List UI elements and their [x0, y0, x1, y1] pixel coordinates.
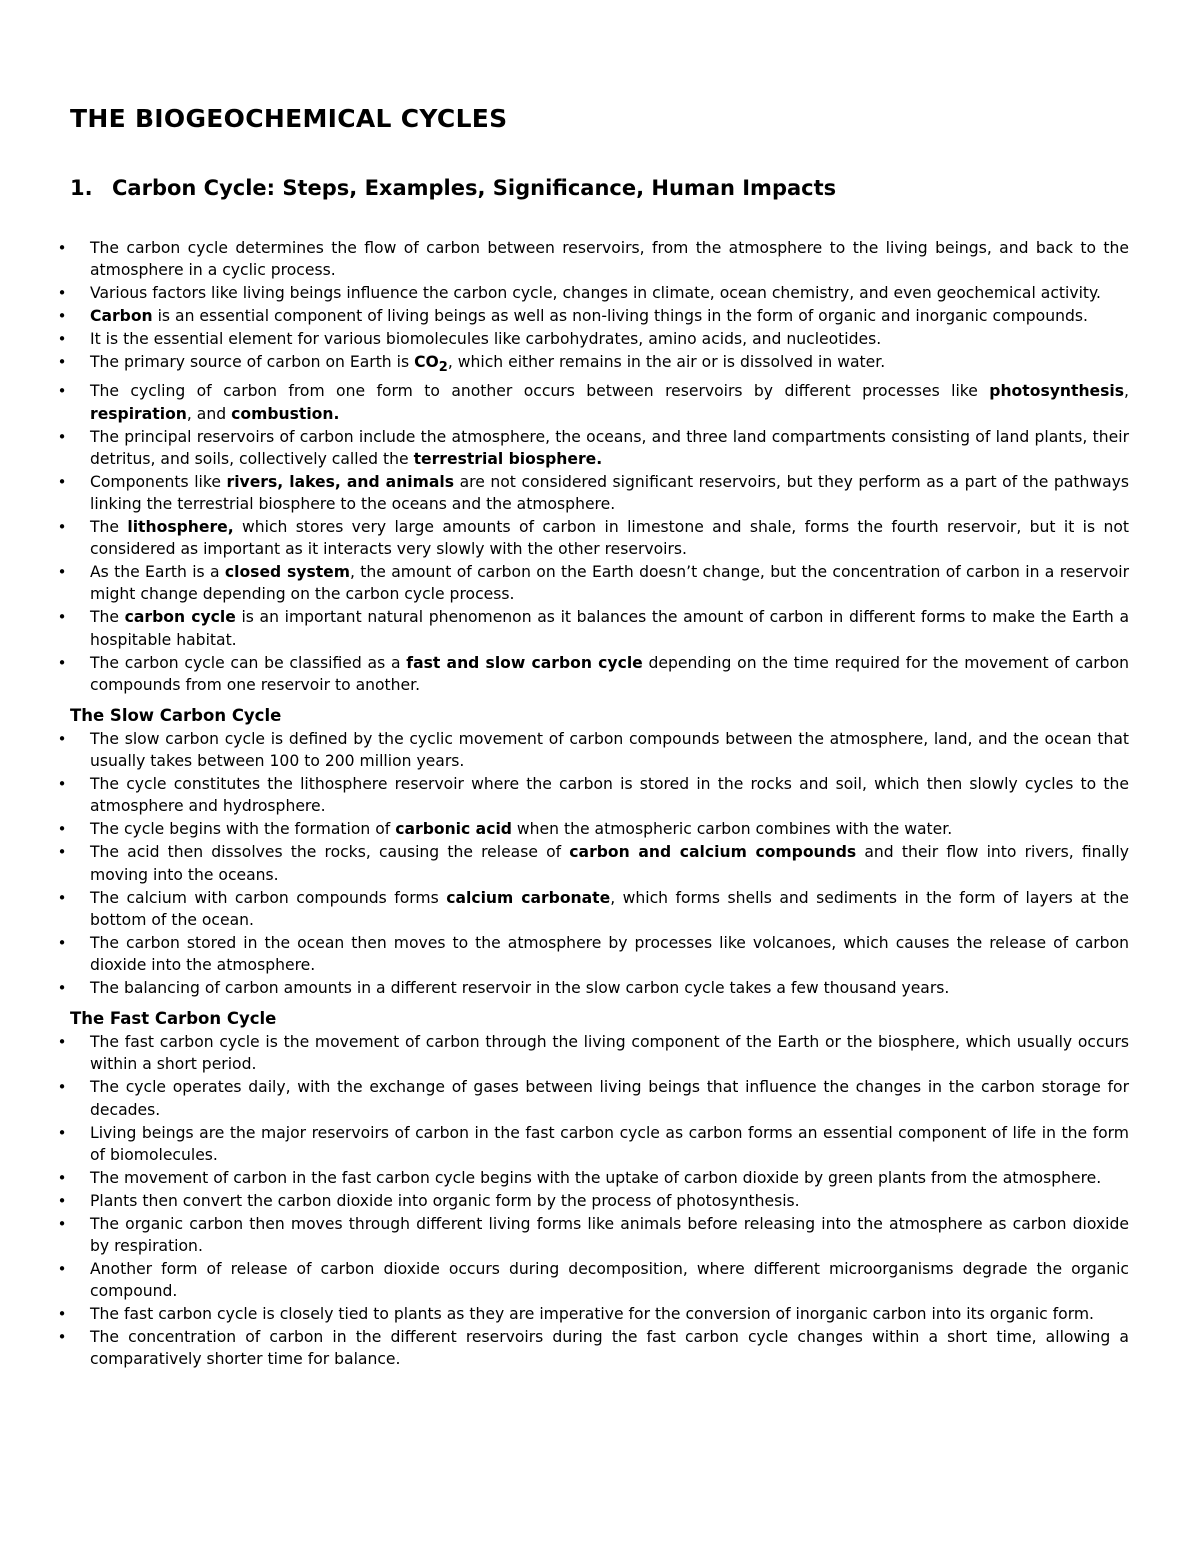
bullet-icon: •	[57, 239, 67, 257]
list-item: • Components like rivers, lakes, and animals are not considered significant reservoirs, but they perform as a part of the pathways linking the terrestrial biosphere to the oceans and the atmosphere.	[55, 471, 1129, 515]
fast-cycle-heading: The Fast Carbon Cycle	[70, 1009, 277, 1029]
bullet-icon: •	[57, 843, 67, 862]
list-item: • The primary source of carbon on Earth is $CO_2$, which either remains in the air or is dissolved in water.	[55, 351, 1129, 379]
bullet-icon: •	[57, 1168, 67, 1187]
list-item: • The carbon stored in the ocean then moves to the atmosphere by processes like volcanoes, which causes the release of carbon dioxide into the atmosphere.	[55, 932, 1129, 976]
section-title: Carbon Cycle: Steps, Examples, Significance, Human Impacts	[112, 176, 837, 200]
list-item: • Plants then convert the carbon dioxide into organic form by the process of photosynthesis.	[55, 1190, 1129, 1212]
list-item: • The cycle begins with the formation of carbonic acid when the atmospheric carbon combines with the water.	[55, 818, 1129, 840]
slow-cycle-list	[55, 728, 1129, 999]
list-item: • The cycling of carbon from one form to another occurs between reservoirs by different processes like photosynthesis, respiration, and combustion.	[55, 380, 1129, 424]
bullet-icon: •	[57, 1305, 67, 1324]
intro-list	[55, 237, 1129, 696]
bullet-icon: •	[57, 888, 67, 907]
list-item: • The carbon cycle can be classified as a fast and slow carbon cycle depending on the time required for the movement of carbon compounds from one reservoir to another.	[55, 652, 1129, 696]
list-item: • It is the essential element for various biomolecules like carbohydrates, amino acids, and nucleotides.	[55, 328, 1129, 350]
list-item: • Living beings are the major reservoirs of carbon in the fast carbon cycle as carbon forms an essential component of life in the form of biomolecules.	[55, 1122, 1129, 1166]
list-item: • The concentration of carbon in the different reservoirs during the fast carbon cycle changes within a short time, allowing a comparatively shorter time for balance.	[55, 1326, 1129, 1370]
bullet-icon: •	[57, 517, 67, 536]
list-item: • The organic carbon then moves through different living forms like animals before releasing into the atmosphere as carbon dioxide by respiration.	[55, 1213, 1129, 1257]
bullet-icon: •	[57, 653, 67, 672]
list-item: • The cycle constitutes the lithosphere reservoir where the carbon is stored in the rocks and soil, which then slowly cycles to the atmosphere and hydrosphere.	[55, 773, 1129, 817]
bullet-icon: •	[57, 1191, 67, 1210]
bullet-icon: •	[57, 729, 67, 748]
bullet-icon: •	[57, 284, 67, 303]
list-item: • As the Earth is a closed system, the amount of carbon on the Earth doesn’t change, but the concentration of carbon in a reservoir might change depending on the carbon cycle process.	[55, 561, 1129, 605]
section-number: 1.	[70, 176, 93, 200]
list-item: • The cycle operates daily, with the exchange of gases between living beings that influence the changes in the carbon storage for decades.	[55, 1076, 1129, 1120]
bullet-icon: •	[57, 1033, 67, 1052]
list-item: • The slow carbon cycle is defined by the cyclic movement of carbon compounds between the atmosphere, land, and the ocean that usually takes between 100 to 200 million years.	[55, 728, 1129, 772]
bullet-icon: •	[57, 330, 67, 349]
list-item: • The movement of carbon in the fast carbon cycle begins with the uptake of carbon dioxide by green plants from the atmosphere.	[55, 1167, 1129, 1189]
list-item: • The balancing of carbon amounts in a different reservoir in the slow carbon cycle takes a few thousand years.	[55, 977, 1129, 999]
slow-cycle-heading: The Slow Carbon Cycle	[70, 705, 282, 725]
bullet-icon: •	[57, 608, 67, 627]
list-item: • The carbon cycle determines the flow of carbon between reservoirs, from the atmosphere to the living beings, and back to the atmosphere in a cyclic process.	[55, 237, 1129, 281]
bullet-icon: •	[57, 353, 67, 372]
bullet-icon: •	[57, 427, 67, 446]
list-item: • The lithosphere, which stores very large amounts of carbon in limestone and shale, forms the fourth reservoir, but it is not considered as important as it interacts very slowly with the other reservoirs.	[55, 516, 1129, 560]
list-item: • Various factors like living beings influence the carbon cycle, changes in climate, ocean chemistry, and even geochemical activity.	[55, 282, 1129, 304]
list-item: • The carbon cycle is an important natural phenomenon as it balances the amount of carbon in different forms to make the Earth a hospitable habitat.	[55, 606, 1129, 650]
bullet-icon: •	[57, 1214, 67, 1233]
section-heading	[70, 176, 836, 200]
list-item: • Another form of release of carbon dioxide occurs during decomposition, where different microorganisms degrade the organic compound.	[55, 1258, 1129, 1302]
bullet-icon: •	[57, 978, 67, 997]
fast-cycle-list	[55, 1031, 1129, 1370]
bullet-icon: •	[57, 1123, 67, 1142]
bullet-icon: •	[57, 933, 67, 952]
bullet-icon: •	[57, 1259, 67, 1278]
bullet-icon: •	[57, 307, 67, 326]
list-item: • The fast carbon cycle is the movement of carbon through the living component of the Earth or the biosphere, which usually occurs within a short period.	[55, 1031, 1129, 1075]
list-item: • Carbon is an essential component of living beings as well as non-living things in the form of organic and inorganic compounds.	[55, 305, 1129, 327]
document-title: THE BIOGEOCHEMICAL CYCLES	[70, 104, 508, 133]
list-item: • The acid then dissolves the rocks, causing the release of carbon and calcium compounds and their flow into rivers, finally moving into the oceans.	[55, 841, 1129, 885]
bullet-icon: •	[57, 472, 67, 491]
list-item: • The fast carbon cycle is closely tied to plants as they are imperative for the conversion of inorganic carbon into its organic form.	[55, 1303, 1129, 1325]
bullet-icon: •	[57, 775, 67, 794]
bullet-icon: •	[57, 382, 67, 401]
list-item: • The calcium with carbon compounds forms calcium carbonate, which forms shells and sediments in the form of layers at the bottom of the ocean.	[55, 887, 1129, 931]
document-body	[55, 237, 1129, 1371]
bullet-icon: •	[57, 1078, 67, 1097]
bullet-icon: •	[57, 1328, 67, 1347]
bullet-icon: •	[57, 820, 67, 839]
list-item: • The principal reservoirs of carbon include the atmosphere, the oceans, and three land compartments consisting of land plants, their detritus, and soils, collectively called the terrestrial biosphere.	[55, 426, 1129, 470]
bullet-icon: •	[57, 563, 67, 582]
